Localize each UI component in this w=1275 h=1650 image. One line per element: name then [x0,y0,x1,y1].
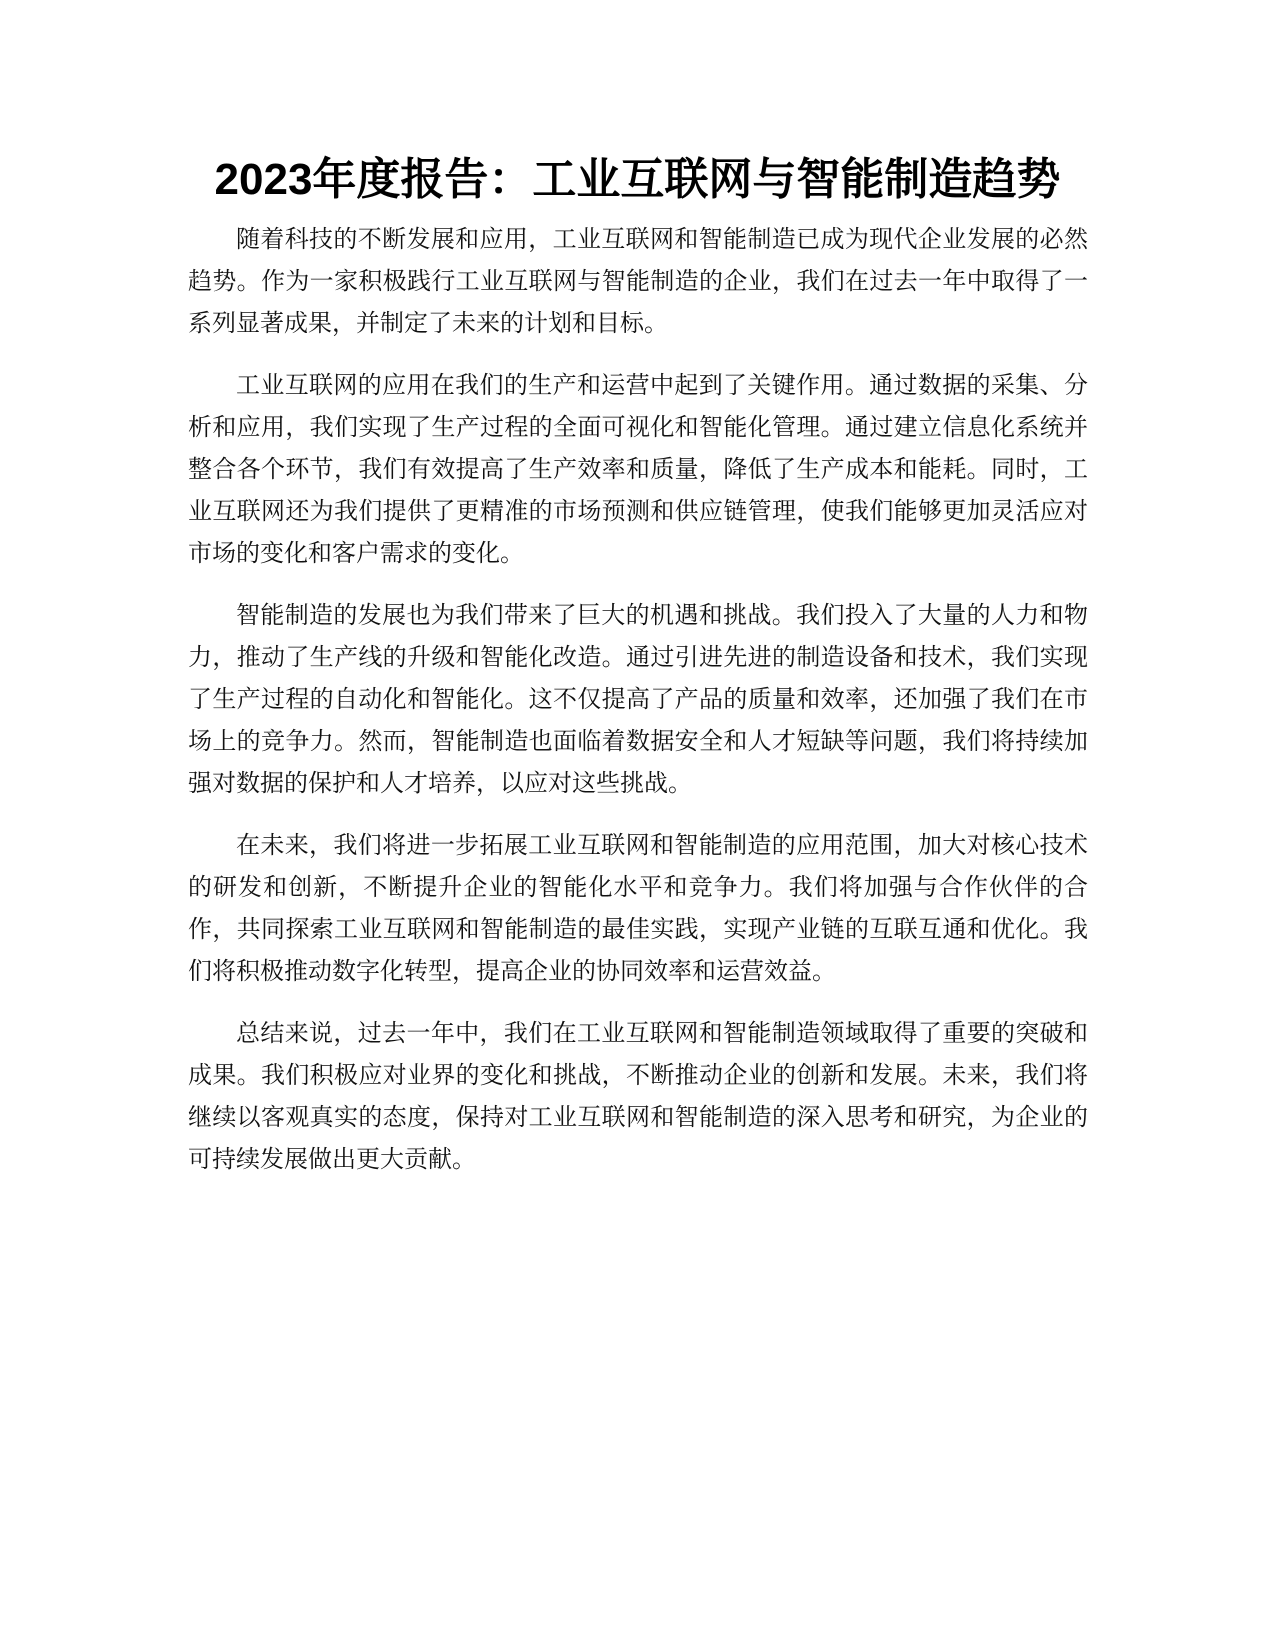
paragraph-industrial-internet: 工业互联网的应用在我们的生产和运营中起到了关键作用。通过数据的采集、分析和应用，我们实现了生产过程的全面可视化和智能化管理。通过建立信息化系统并整合各个环节，我们有效提高了生产效率和质量，降低了生产成本和能耗。同时，工业互联网还为我们提供了更精准的市场预测和供应链管理，使我们能够更加灵活应对市场的变化和客户需求的变化。 [188,371,1088,567]
paragraph-smart-manufacturing: 智能制造的发展也为我们带来了巨大的机遇和挑战。我们投入了大量的人力和物力，推动了生产线的升级和智能化改造。通过引进先进的制造设备和技术，我们实现了生产过程的自动化和智能化。这不仅提高了产品的质量和效率，还加强了我们在市场上的竞争力。然而，智能制造也面临着数据安全和人才短缺等问题，我们将持续加强对数据的保护和人才培养，以应对这些挑战。 [188,601,1088,797]
paragraph-summary: 总结来说，过去一年中，我们在工业互联网和智能制造领域取得了重要的突破和成果。我们积极应对业界的变化和挑战，不断推动企业的创新和发展。未来，我们将继续以客观真实的态度，保持对工业互联网和智能制造的深入思考和研究，为企业的可持续发展做出更大贡献。 [188,1019,1088,1173]
paragraph-future-plans: 在未来，我们将进一步拓展工业互联网和智能制造的应用范围，加大对核心技术的研发和创新，不断提升企业的智能化水平和竞争力。我们将加强与合作伙伴的合作，共同探索工业互联网和智能制造的最佳实践，实现产业链的互联互通和优化。我们将积极推动数字化转型，提高企业的协同效率和运营效益。 [188,831,1088,985]
paragraph-intro: 随着科技的不断发展和应用，工业互联网和智能制造已成为现代企业发展的必然趋势。作为一家积极践行工业互联网与智能制造的企业，我们在过去一年中取得了一系列显著成果，并制定了未来的计划和目标。 [188,225,1088,337]
document-body [188,218,1088,1200]
document-title: 2023年度报告：工业互联网与智能制造趋势 [214,155,1061,204]
